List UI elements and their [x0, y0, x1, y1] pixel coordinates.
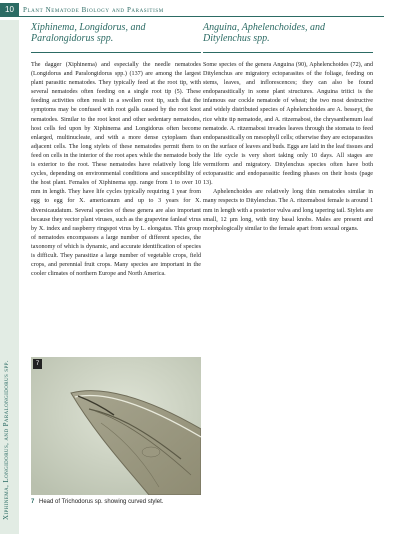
left-title-rule — [31, 52, 201, 53]
right-title-line2: Ditylenchus spp. — [203, 33, 270, 44]
nematode-micrograph — [31, 357, 201, 495]
right-paragraph-1: Some species of the genera Anguina (90), Aphelenchoides (72), and Ditylenchus are migratory ectoparasites of the foliage, feeding on stems, leaves, and inflorescences; they can also be found endoparasitically in some plant structures. Anguina tritici is the infamous ear cockle nematode of wheat; the two most destructive and widely distributed species of Aphelenchoides are A. besseyi, the rice white tip nematode, and A. ritzemabosi, the chrysanthemum leaf nematode. A. ritzemabosi invades leaves through the stomata to feed endoparasitically on mesophyll cells; otherwise they are ectoparasites on the surface of leaves and buds. Eggs are laid in the leaf tissues and the life cycle is very short taking only 10 days. All stages are vermiform and migratory. Ditylenchus species often have both ectoparasitic and endoparasitic feeding phases on their hosts (page 13). — [203, 62, 373, 187]
right-title-line1: Anguina, Aphelenchoides, and — [203, 22, 326, 33]
page-number: 10 — [0, 3, 19, 17]
left-title-line2: Paralongidorus spp. — [31, 33, 114, 44]
header-rule — [19, 16, 384, 17]
left-section-title — [31, 22, 201, 48]
left-title-line1: Xiphinema, Longidorus, and — [31, 22, 146, 33]
left-column — [31, 22, 201, 279]
micrograph-figure — [31, 357, 201, 495]
running-head: Plant Nematode Biology and Parasitism — [23, 6, 164, 14]
caption-text: Head of Trichodorus sp. showing curved stylet. — [39, 499, 164, 505]
right-paragraph-2: Aphelenchoides are relatively long thin nematodes similar in many respects to Ditylenchus. The A. ritzemabosi female is around 1 mm in length with a posterior vulva and long tapering tail. Stylets are small, 12 µm long, with tiny basal knobs. Males are present and morphologically similar to the female apart from sexual organs. — [203, 189, 373, 232]
left-paragraph-1: The dagger (Xiphinema) and especially the needle nematodes (Longidorus and Paralongidorus spp.) (137) are among the largest plant parasitic nematodes. They typically feed at the root tip, with several nematodes often feeding on a single root tip (5). These feeding activities often result in a swollen root tip, such that the symptoms may be confused with root galls caused by the root knot nematodes. Similar to the root knot and other sedentary nematodes, host cells fed upon by Xiphinema and Longidorus often become enlarged, multinucleate, and with a more dense cytoplasm than adjacent cells. The long stylets of these nematodes permit them to feed on cells in the interior of the root apex while the nematode body is exterior to the root. These nematodes have relatively long life cycles, depending on environmental conditions and susceptibility of the host plant. Females of Xiphinema spp. range from 1 to over 10 mm in length. They have life cycles typically requiring 1 year from egg to egg for X. americanum and up to 3 years for X. diversicaudatum. Several species of these genera are also important because they vector plant viruses, such as the grapevine fanleaf virus by X. index and raspberry ringspot virus by L. elongatus. This group of nematodes encompasses a large number of different species, the taxonomy of which is dynamic, and accurate identification of species is difficult. They parasitize a large number of vegetable crops, field crops, and perennial fruit crops. Many species are important in the cooler climates of northern Europe and North America. — [31, 62, 201, 278]
right-section-title — [203, 22, 373, 48]
right-title-rule — [203, 52, 373, 53]
caption-number: 7 — [31, 499, 35, 505]
right-column — [203, 22, 373, 234]
side-label: Xiphinema, Longidorus, and Paralongidorus spp. — [2, 360, 10, 520]
figure-caption — [31, 499, 231, 505]
page-header — [0, 0, 400, 16]
figure-number: 7 — [33, 359, 42, 369]
